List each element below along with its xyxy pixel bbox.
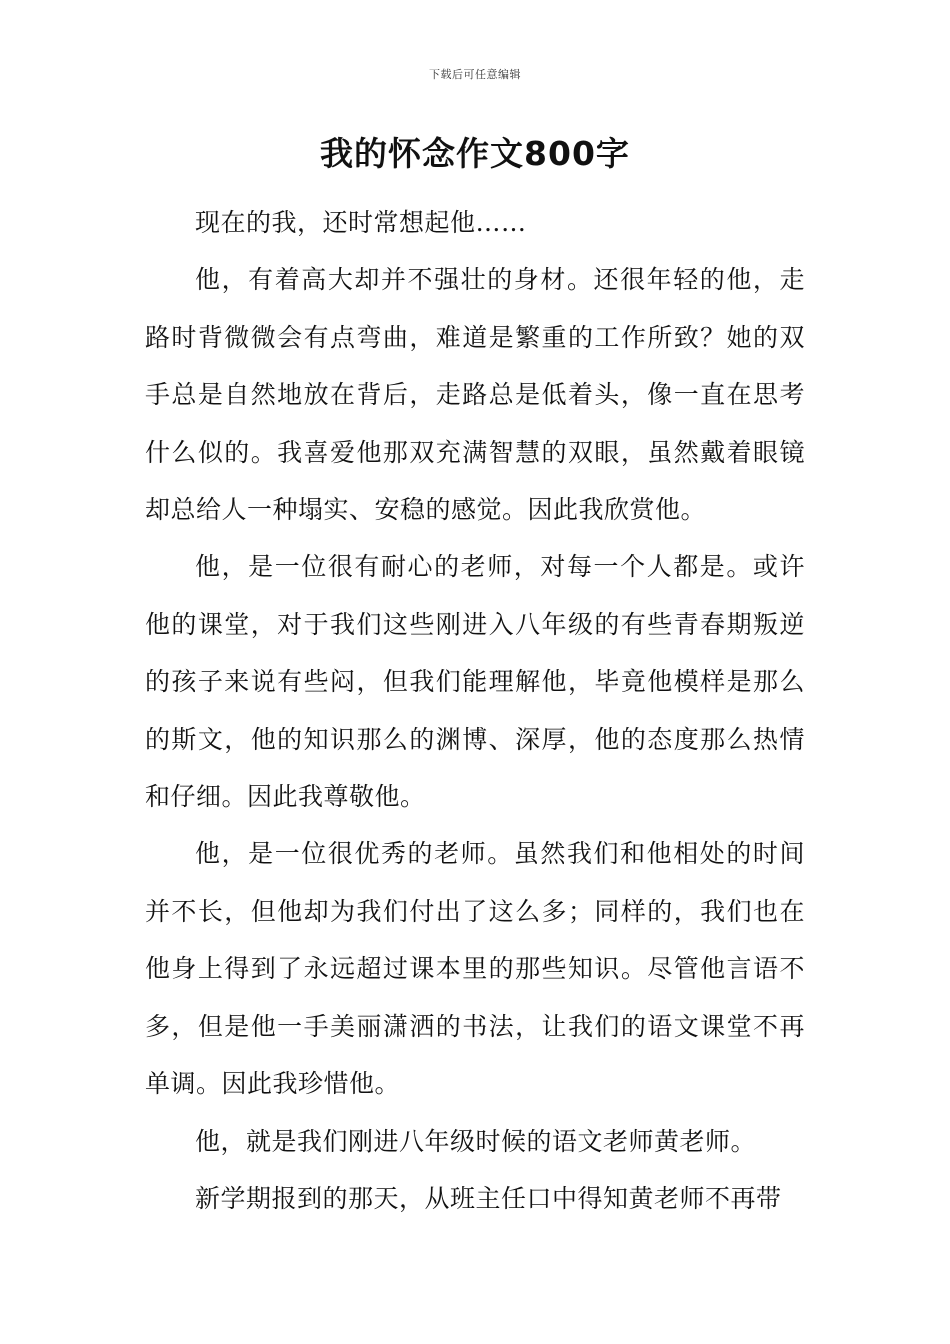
paragraph-2: 他，有着高大却并不强壮的身材。还很年轻的他，走路时背微微会有点弯曲，难道是繁重的工作所致？她的双手总是自然地放在背后，走路总是低着头，像一直在思考什么似的。我喜爱他那双充满智慧的双眼，虽然戴着眼镜却总给人一种塌实、安稳的感觉。因此我欣赏他。 bbox=[145, 265, 805, 525]
header-note: 下载后可任意编辑 bbox=[429, 68, 521, 81]
document-title: 我的怀念作文800字 bbox=[320, 134, 630, 173]
paragraph-6: 新学期报到的那天，从班主任口中得知黄老师不再带 bbox=[195, 1183, 782, 1213]
paragraph-5: 他，就是我们刚进八年级时候的语文老师黄老师。 bbox=[195, 1126, 757, 1156]
paragraph-1: 现在的我，还时常想起他…… bbox=[195, 208, 527, 237]
paragraph-4: 他，是一位很优秀的老师。虽然我们和他相处的时间并不长，但他却为我们付出了这么多；同样的，我们也在他身上得到了永远超过课本里的那些知识。尽管他言语不多，但是他一手美丽潇洒的书法，让我们的语文课堂不再单调。因此我珍惜他。 bbox=[145, 839, 805, 1099]
paragraph-3: 他，是一位很有耐心的老师，对每一个人都是。或许他的课堂，对于我们这些刚进入八年级的有些青春期叛逆的孩子来说有些闷，但我们能理解他，毕竟他模样是那么的斯文，他的知识那么的渊博、深厚，他的态度那么热情和仔细。因此我尊敬他。 bbox=[145, 552, 805, 812]
document-body bbox=[145, 194, 805, 1227]
